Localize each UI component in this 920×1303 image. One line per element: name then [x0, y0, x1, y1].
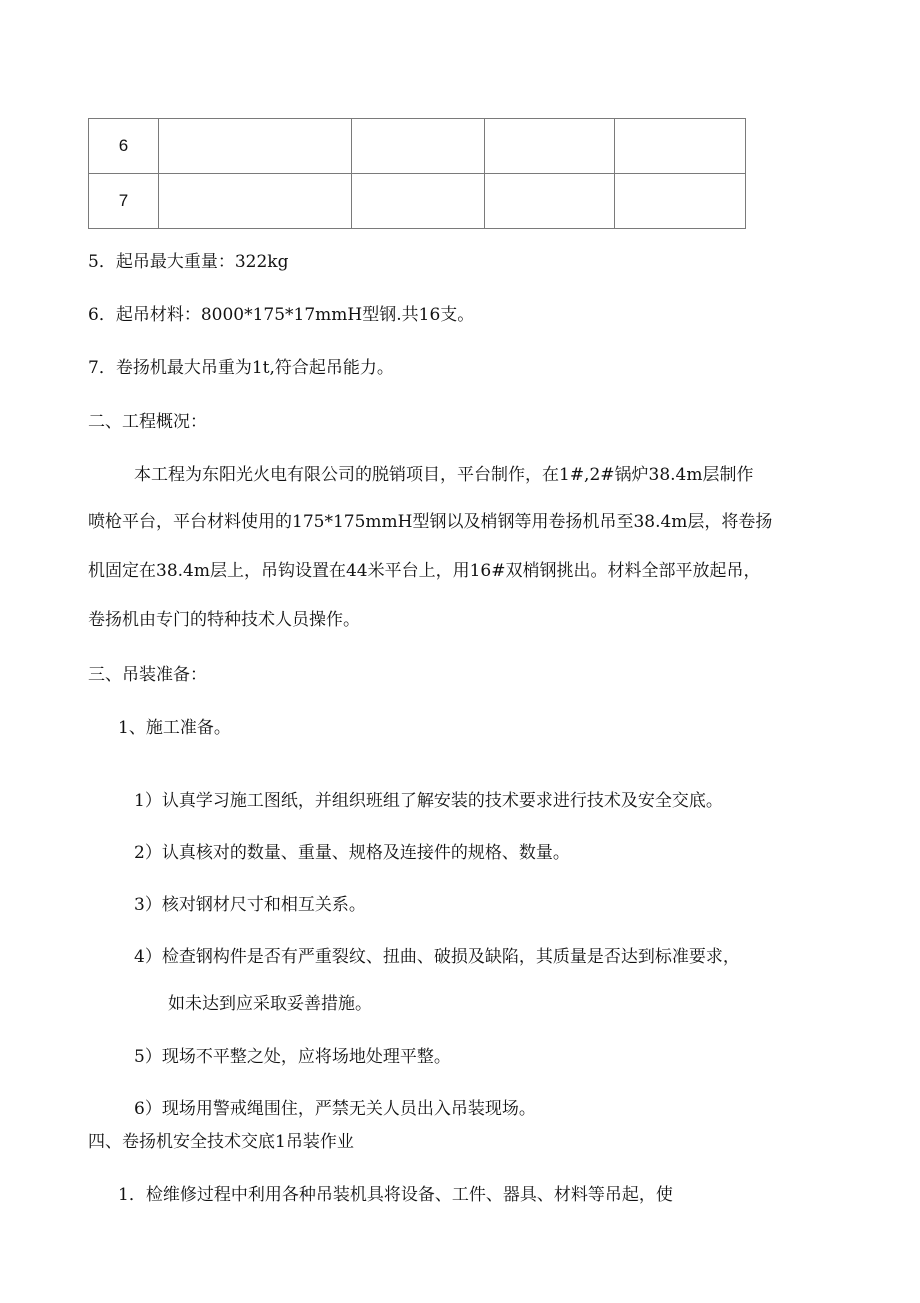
item-materials: 6．起吊材料：8000*175*17mmH型钢.共16支。: [88, 305, 475, 325]
table-cell: [159, 174, 352, 229]
prep-item-5: 5）现场不平整之处，应将场地处理平整。: [134, 1047, 451, 1067]
overview-paragraph-line: 喷枪平台，平台材料使用的175*175mmH型钢以及梢钢等用卷扬机吊至38.4m层，将卷扬: [88, 512, 773, 532]
table-row: [89, 119, 746, 174]
table-cell: [485, 119, 615, 174]
row-number-cell: 6: [89, 119, 159, 174]
table-cell: [615, 119, 746, 174]
row-number-cell: 7: [89, 174, 159, 229]
overview-paragraph-line: 本工程为东阳光火电有限公司的脱销项目，平台制作，在1#,2#锅炉38.4m层制作: [134, 465, 754, 485]
prep-item-1: 1）认真学习施工图纸，并组织班组了解安装的技术要求进行技术及安全交底。: [134, 791, 723, 811]
item-winch-capacity: 7．卷扬机最大吊重为1t,符合起吊能力。: [88, 358, 394, 378]
prep-item-3: 3）核对钢材尺寸和相互关系。: [134, 895, 366, 915]
item-max-weight: 5．起吊最大重量：322kg: [88, 252, 289, 272]
table-row: [89, 174, 746, 229]
table-cell: [615, 174, 746, 229]
prep-item-2: 2）认真核对的数量、重量、规格及连接件的规格、数量。: [134, 843, 570, 863]
table-cell: [352, 119, 485, 174]
table-cell: [485, 174, 615, 229]
table-cell: [159, 119, 352, 174]
section-heading-overview: 二、工程概况：: [88, 412, 207, 432]
section-heading-preparation: 三、吊装准备：: [88, 665, 207, 685]
prep-item-4-continued: 如未达到应采取妥善措施。: [168, 994, 372, 1014]
data-table: [88, 118, 746, 229]
section-heading-winch-safety: 四、卷扬机安全技术交底1吊装作业: [88, 1132, 354, 1152]
overview-paragraph-line: 机固定在38.4m层上，吊钩设置在44米平台上，用16#双梢钢挑出。材料全部平放起吊，: [88, 561, 761, 581]
overview-paragraph-line: 卷扬机由专门的特种技术人员操作。: [88, 610, 360, 630]
table-cell: [352, 174, 485, 229]
prep-item-4: 4）检查钢构件是否有严重裂纹、扭曲、破损及缺陷，其质量是否达到标准要求，: [134, 947, 740, 967]
subheading-construction-prep: 1、施工准备。: [118, 718, 231, 738]
winch-safety-item-1: 1．检维修过程中利用各种吊装机具将设备、工件、器具、材料等吊起，使: [118, 1185, 673, 1205]
prep-item-6: 6）现场用警戒绳围住，严禁无关人员出入吊装现场。: [134, 1099, 536, 1119]
